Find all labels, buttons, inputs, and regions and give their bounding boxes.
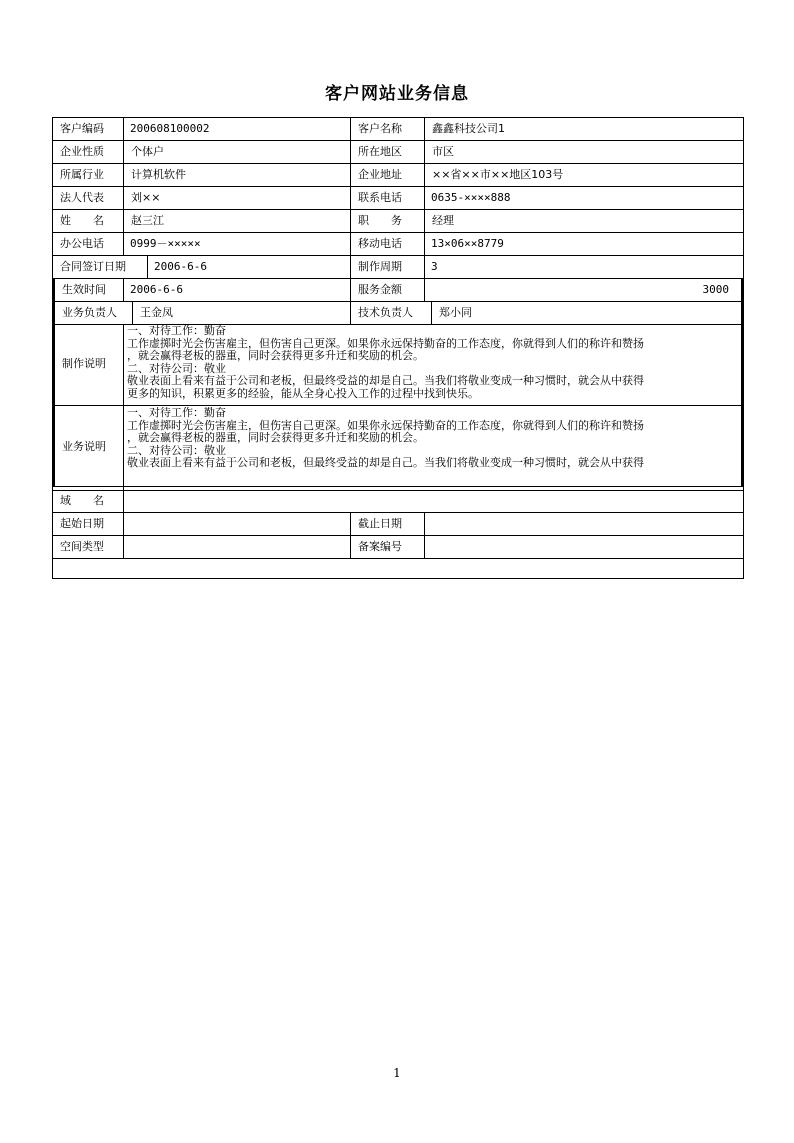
space-type-label: 空间类型 [60,540,104,553]
start-date-label: 起始日期 [60,517,104,530]
production-notes-line: ，就会赢得老板的器重，同时会获得更多升迁和奖励的机会。 [127,349,424,362]
production-notes-line: 敬业表面上看来有益于公司和老板，但最终受益的却是自己。当我们将敬业变成一种习惯时，就会从中获得 [127,374,644,387]
service-amount-value: 3000 [702,283,729,296]
production-notes-line: 工作虚掷时光会伤害雇主，但伤害自己更深。如果你永远保持勤奋的工作态度，你就得到人们的称许和赞扬 [127,336,644,350]
address-label: 企业地址 [358,168,402,181]
production-period-label: 制作周期 [358,260,402,273]
business-info-form [52,117,744,579]
business-notes-line: 二、对待公司：敬业 [127,443,226,457]
mobile-value: 13×06××8779 [431,237,504,250]
name-label: 姓 名 [60,214,104,227]
customer-name-label: 客户名称 [358,122,402,135]
business-manager-label: 业务负责人 [62,306,117,319]
industry-value: 计算机软件 [131,168,186,181]
business-notes-label: 业务说明 [62,440,106,453]
office-phone-label: 办公电话 [60,237,104,250]
business-notes-line: 工作虚掷时光会伤害雇主，但伤害自己更深。如果你永远保持勤奋的工作态度，你就得到人们的称许和赞扬 [127,418,644,432]
production-notes-line: 一、对待工作：勤奋 [127,325,226,337]
customer-code-label: 客户编码 [60,122,104,135]
region-label: 所在地区 [358,145,402,158]
production-notes-label: 制作说明 [62,357,106,370]
legal-rep-value: 刘×× [131,191,161,204]
record-no-label: 备案编号 [358,540,402,553]
contract-date-label: 合同签订日期 [60,260,126,273]
production-notes-text [124,325,741,405]
service-amount-label: 服务金额 [358,283,402,296]
page-number: 1 [393,1066,401,1080]
phone-value: 0635-××××888 [431,191,511,204]
business-notes-line: 一、对待工作：勤奋 [127,407,226,419]
customer-name-value: 鑫鑫科技公司1 [432,122,505,135]
page-title: 客户网站业务信息 [325,84,469,104]
business-notes-line: 敬业表面上看来有益于公司和老板，但最终受益的却是自己。当我们将敬业变成一种习惯时，就会从中获得 [127,456,644,469]
production-notes-line: 更多的知识，积累更多的经验，能从全身心投入工作的过程中找到快乐。 [127,386,479,400]
address-value: ××省××市××地区103号 [432,168,564,181]
end-date-label: 截止日期 [358,517,402,530]
legal-rep-label: 法人代表 [60,191,104,204]
customer-code-value: 200608100002 [130,122,210,135]
business-manager-value: 王金凤 [140,306,173,319]
production-notes-line: 二、对待公司：敬业 [127,361,226,375]
mobile-label: 移动电话 [358,237,402,250]
effective-date-label: 生效时间 [62,283,106,296]
business-notes-line: ，就会赢得老板的器重，同时会获得更多升迁和奖励的机会。 [127,431,424,444]
office-phone-value: 0999－××××× [130,237,201,250]
domain-label: 域 名 [60,494,104,507]
contract-date-value: 2006-6-6 [154,260,207,273]
name-value: 赵三江 [131,214,164,227]
phone-label: 联系电话 [358,191,402,204]
position-value: 经理 [432,214,454,227]
tech-manager-label: 技术负责人 [358,306,413,319]
industry-label: 所属行业 [60,168,104,181]
enterprise-nature-label: 企业性质 [60,145,104,158]
tech-manager-value: 郑小同 [439,306,472,319]
business-notes-text [124,407,741,486]
production-period-value: 3 [431,260,438,273]
position-label: 职 务 [358,214,402,227]
enterprise-nature-value: 个体户 [131,145,164,158]
region-value: 市区 [432,145,454,158]
effective-date-value: 2006-6-6 [130,283,183,296]
